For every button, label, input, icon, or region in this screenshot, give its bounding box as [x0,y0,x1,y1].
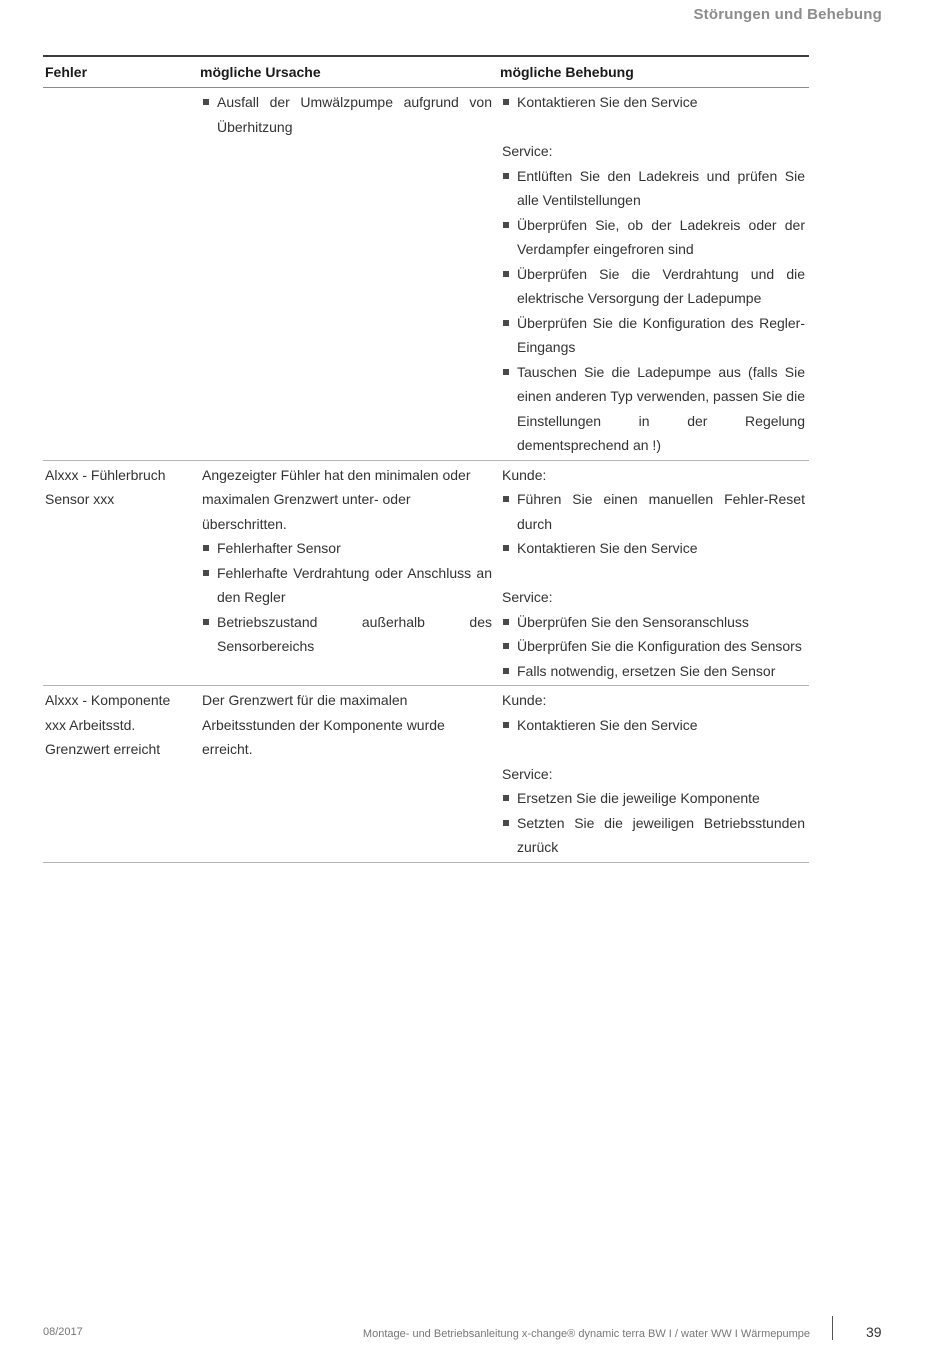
header-fehler: Fehler [45,64,88,80]
header-behebung: mögliche Behebung [500,64,634,80]
service-bullet: Überprüfen Sie, ob der Ladekreis oder der Verdampfer eingefroren sind [502,213,805,262]
header-ursache: mögliche Ursache [200,64,321,80]
customer-bullet: Kontaktieren Sie den Service [502,713,805,738]
service-bullet: Überprüfen Sie die Konfiguration des Regler-Eingangs [502,311,805,360]
fehler-cell [43,88,198,460]
service-label: Service: [502,765,553,782]
footer-divider [832,1316,833,1340]
table-row [43,461,809,687]
service-label: Service: [502,589,553,605]
service-bullet: Überprüfen Sie den Sensoranschluss [502,610,805,635]
footer-date: 08/2017 [43,1326,83,1338]
service-label: Service: [502,143,553,159]
ursache-bullet: Fehlerhafter Sensor [202,536,492,561]
troubleshooting-table [43,55,809,863]
behebung-cell [498,686,809,862]
behebung-cell [498,88,809,460]
ursache-cell [198,461,498,686]
service-bullet: Ersetzen Sie die jeweilige Komponente [502,786,805,811]
service-bullet: Überprüfen Sie die Verdrahtung und die elektrische Versorgung der Ladepumpe [502,262,805,311]
table-row [43,88,809,461]
table-row [43,686,809,863]
table-header [43,57,809,88]
page-number: 39 [866,1324,882,1340]
customer-bullet: Führen Sie einen manuellen Fehler-Reset durch [502,487,805,536]
service-bullet: Tauschen Sie die Ladepumpe aus (falls Sie einen anderen Typ verwenden, passen Sie die Einstellungen in der Regelung dementsprechend an !) [502,360,805,458]
customer-bullet: Kontaktieren Sie den Service [502,90,805,115]
ursache-cell [198,88,498,460]
ursache-text: Der Grenzwert für die maximalen Arbeitsstunden der Komponente wurde erreicht. [202,692,445,757]
behebung-cell [498,461,809,686]
customer-label: Kunde: [502,466,547,483]
fehler-cell: Alxxx - Komponente xxx Arbeitsstd. Grenzwert erreicht [45,692,171,757]
customer-bullet: Kontaktieren Sie den Service [502,536,805,561]
ursache-cell [198,686,498,862]
service-bullet: Entlüften Sie den Ladekreis und prüfen Sie alle Ventilstellungen [502,164,805,213]
customer-label: Kunde: [502,692,547,708]
service-bullet: Falls notwendig, ersetzen Sie den Sensor [502,659,805,684]
fehler-cell: Alxxx - Fühlerbruch Sensor xxx [45,466,166,507]
section-title: Störungen und Behebung [693,6,882,23]
ursache-bullet: Fehlerhafte Verdrahtung oder Anschluss an den Regler [202,561,492,610]
service-bullet: Überprüfen Sie die Konfiguration des Sensors [502,634,805,659]
ursache-text: Angezeigter Fühler hat den minimalen oder maximalen Grenzwert unter- oder überschritten. [202,466,471,532]
footer-document-title: Montage- und Betriebsanleitung x-change® dynamic terra BW I / water WW I Wärmepumpe [362,1328,810,1340]
service-bullet: Setzten Sie die jeweiligen Betriebsstunden zurück [502,811,805,860]
ursache-bullet: Ausfall der Umwälzpumpe aufgrund von Überhitzung [202,90,492,139]
ursache-bullet: Betriebszustand außerhalb des Sensorbereichs [202,610,492,659]
